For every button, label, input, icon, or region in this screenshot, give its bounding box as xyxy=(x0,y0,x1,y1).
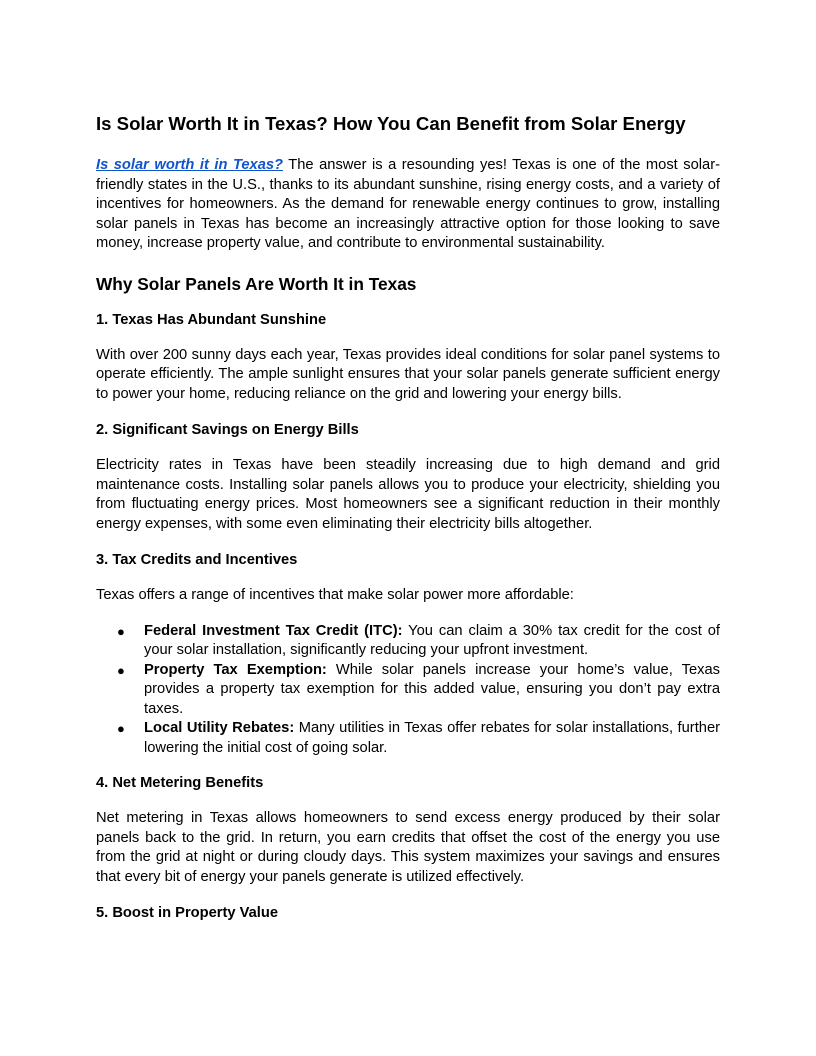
intro-paragraph xyxy=(96,156,720,254)
incentives-list xyxy=(96,622,720,759)
list-item-property-tax xyxy=(96,661,720,720)
subsection-heading-property-value: 5. Boost in Property Value xyxy=(96,905,279,921)
list-item-rebates xyxy=(96,719,720,758)
subsection-heading-savings: 2. Significant Savings on Energy Bills xyxy=(96,422,359,438)
page-title: Is Solar Worth It in Texas? How You Can Benefit from Solar Energy xyxy=(96,113,686,134)
section-heading: Why Solar Panels Are Worth It in Texas xyxy=(96,273,417,294)
list-item-text: Many utilities in Texas offer rebates for solar installations, further lowering the initial cost of going solar. xyxy=(144,720,721,756)
list-item-label: Local Utility Rebates: xyxy=(144,720,295,736)
bullet-icon: ● xyxy=(117,662,125,678)
list-item-text: You can claim a 30% tax credit for the cost of your solar installation, significantly reducing your upfront investment. xyxy=(144,622,720,658)
document-page xyxy=(96,108,720,939)
subsection-heading-incentives: 3. Tax Credits and Incentives xyxy=(96,552,298,568)
intro-text: The answer is a resounding yes! Texas is one of the most solar-friendly states in the U.S., thanks to its abundant sunshine, rising energy costs, and a variety of incentives for homeowners. As the demand for renewable energy continues to grow, installing solar panels in Texas has become an increasingly attractive option for those looking to save money, increase property value, and contribute to environmental sustainability. xyxy=(96,157,720,251)
list-item-itc xyxy=(96,622,720,661)
subsection-heading-net-metering: 4. Net Metering Benefits xyxy=(96,775,264,791)
subsection-heading-sunshine: 1. Texas Has Abundant Sunshine xyxy=(96,311,327,328)
paragraph-net-metering: Net metering in Texas allows homeowners to send excess energy produced by their solar panels back to the grid. In return, you earn credits that offset the cost of the energy you use from the grid at night or during cloudy days. This system maximizes your savings and ensures that every bit of energy your panels generate is utilized effectively. xyxy=(96,810,720,885)
bullet-icon: ● xyxy=(117,623,125,639)
list-item-label: Federal Investment Tax Credit (ITC): xyxy=(144,622,403,639)
intro-link[interactable]: Is solar worth it in Texas? xyxy=(96,157,284,173)
list-item-label: Property Tax Exemption: xyxy=(144,661,327,678)
paragraph-savings: Electricity rates in Texas have been steadily increasing due to high demand and grid maintenance costs. Installing solar panels allows you to produce your electricity, shielding you from fluctuating energy prices. Most homeowners see a significant reduction in their monthly energy expenses, with some even eliminating their electricity bills altogether. xyxy=(96,457,720,532)
list-item-text: While solar panels increase your home’s value, Texas provides a property tax exemption for this added value, ensuring you don’t pay extra taxes. xyxy=(144,661,720,717)
paragraph-sunshine: With over 200 sunny days each year, Texas provides ideal conditions for solar panel systems to operate efficiently. The ample sunlight ensures that your solar panels generate sufficient energy to power your home, reducing reliance on the grid and lowering your energy bills. xyxy=(96,346,720,402)
paragraph-incentives: Texas offers a range of incentives that make solar power more affordable: xyxy=(96,587,574,603)
bullet-icon: ● xyxy=(117,721,125,736)
